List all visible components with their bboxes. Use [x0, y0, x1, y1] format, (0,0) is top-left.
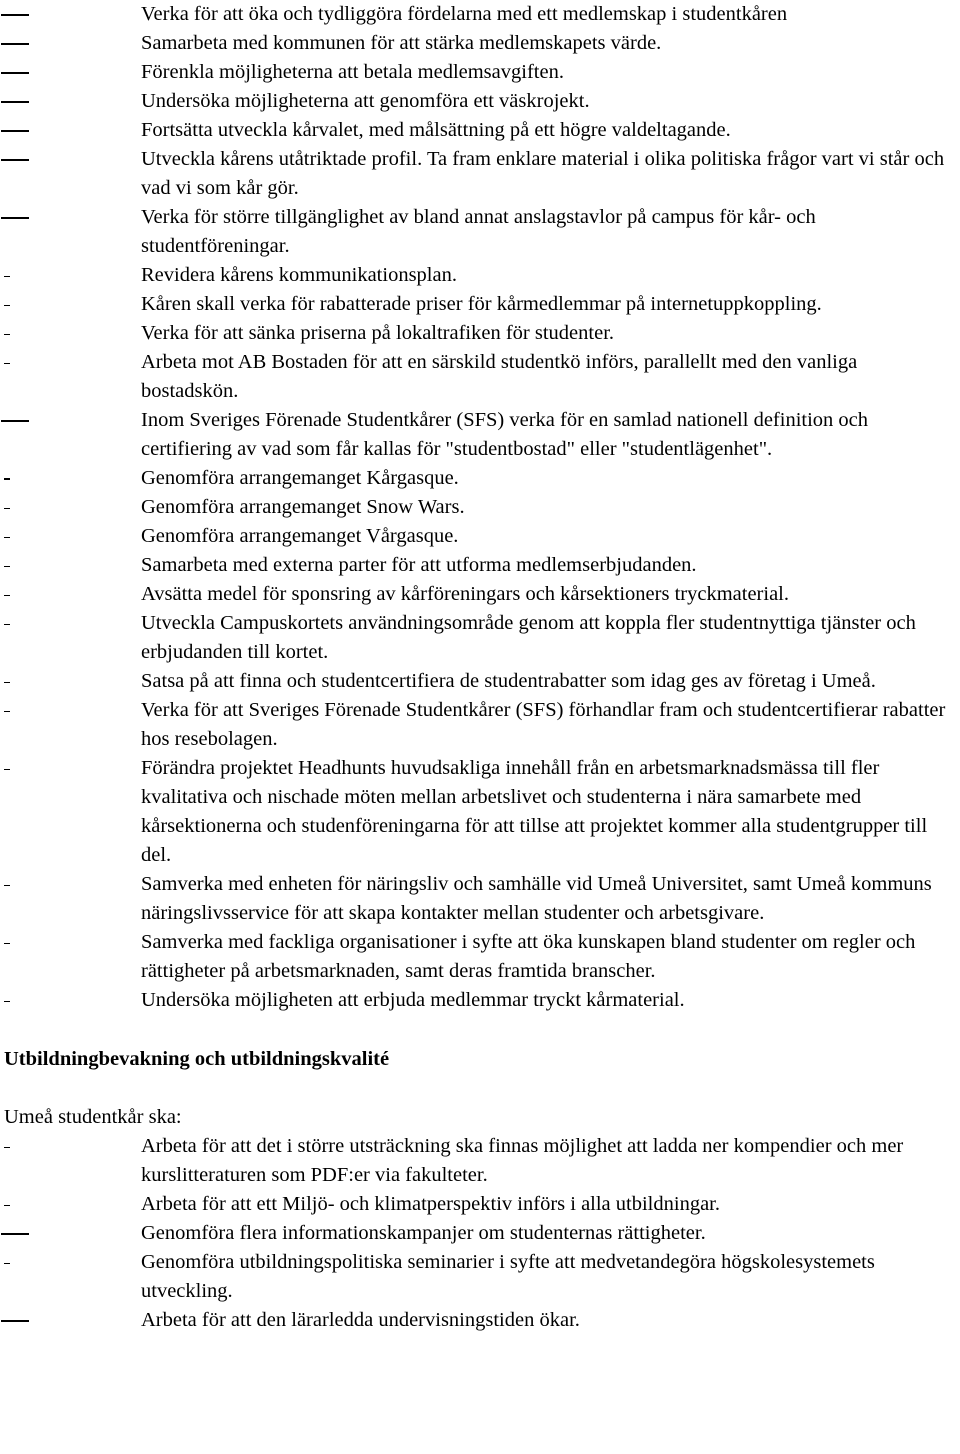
list-item: [0, 87, 960, 116]
list-item-text: Genomföra arrangemanget Kårgasque.: [141, 467, 459, 489]
list-item-text: Inom Sveriges Förenade Studentkårer (SFS) verka för en samlad nationell definition och certifiering av vad som får kallas för "studentbostad" eller "studentlägenhet".: [141, 409, 868, 460]
section-heading: Utbildningbevakning och utbildningskvalité: [4, 1048, 390, 1070]
list-item: [0, 145, 960, 203]
dash-bullet-icon: [0, 1219, 30, 1248]
list-item-text: Fortsätta utveckla kårvalet, med målsättning på ett högre valdeltagande.: [141, 119, 731, 141]
list-item-text: Undersöka möjligheterna att genomföra ett väskrojekt.: [141, 90, 590, 112]
hyphen-bullet-icon: [0, 754, 30, 783]
list-item: [0, 319, 960, 348]
list-item: [0, 464, 960, 493]
hyphen-bullet-icon: [0, 493, 30, 522]
list-item: [0, 1306, 960, 1335]
list-item: [0, 609, 960, 667]
list-item-text: Undersöka möjligheten att erbjuda medlemmar tryckt kårmaterial.: [141, 989, 685, 1011]
list-item-text: Verka för att Sveriges Förenade Studentkårer (SFS) förhandlar fram och studentcertifierar rabatter hos resebolagen.: [141, 699, 946, 750]
list-item: [0, 261, 960, 290]
hyphen-bullet-icon: [0, 290, 30, 319]
list-item-text: Verka för att sänka priserna på lokaltrafiken för studenter.: [141, 322, 615, 344]
list-item-text: Genomföra arrangemanget Snow Wars.: [141, 496, 465, 518]
list-item-text: Genomföra flera informationskampanjer om studenternas rättigheter.: [141, 1222, 706, 1244]
list-item: [0, 696, 960, 754]
list-item-text: Samverka med enheten för näringsliv och samhälle vid Umeå Universitet, samt Umeå kommuns näringslivsservice för att skapa kontakter mellan studenter och arbetsgivare.: [141, 873, 932, 924]
hyphen-bullet-icon: [0, 986, 30, 1015]
list-item-text: Satsa på att finna och studentcertifiera de studentrabatter som idag ges av företag i Umeå.: [141, 670, 876, 692]
list-item-text: Genomföra utbildningspolitiska seminarier i syfte att medvetandegöra högskolesystemets utveckling.: [141, 1251, 875, 1302]
dash-bullet-icon: [0, 145, 30, 174]
dash-bullet-icon: [0, 87, 30, 116]
list-item-text: Utveckla Campuskortets användningsområde genom att koppla fler studentnyttiga tjänster och erbjudanden till kortet.: [141, 612, 916, 663]
dash-bullet-icon: [0, 406, 30, 435]
hyphen-bullet-icon: [0, 1190, 30, 1219]
list-item: [0, 667, 960, 696]
dash-bullet-icon: [0, 203, 30, 232]
list-item-text: Utveckla kårens utåtriktade profil. Ta fram enklare material i olika politiska frågor vart vi står och vad vi som kår gör.: [141, 148, 945, 199]
dash-bullet-icon: [0, 116, 30, 145]
dash-bullet-icon: [0, 29, 30, 58]
hyphen-bullet-icon: [0, 522, 30, 551]
dash-bullet-icon: [0, 58, 30, 87]
hyphen-bullet-icon: [0, 609, 30, 638]
list-item: [0, 1190, 960, 1219]
dash-bullet-icon: [0, 1306, 30, 1335]
list-item: [0, 0, 960, 29]
list-item: [0, 290, 960, 319]
list-item-text: Samarbeta med externa parter för att utforma medlemserbjudanden.: [141, 554, 697, 576]
hyphen-bullet-icon: [0, 1132, 30, 1161]
list-item: [0, 348, 960, 406]
list-item: [0, 580, 960, 609]
list-item: [0, 928, 960, 986]
hyphen-bullet-icon: [0, 464, 30, 493]
hyphen-bullet-icon: [0, 696, 30, 725]
list-item-text: Samverka med fackliga organisationer i syfte att öka kunskapen bland studenter om regler och rättigheter på arbetsmarknaden, samt deras framtida branscher.: [141, 931, 916, 982]
list-item: [0, 203, 960, 261]
list-item: [0, 986, 960, 1015]
list-item: [0, 493, 960, 522]
bullet-list-bottom: [0, 1132, 960, 1335]
list-item: [0, 406, 960, 464]
list-item-text: Arbeta för att det i större utsträckning ska finnas möjlighet att ladda ner kompendier och mer kurslitteraturen som PDF:er via fakulteter.: [141, 1135, 904, 1186]
hyphen-bullet-icon: [0, 261, 30, 290]
list-item: [0, 754, 960, 870]
dash-bullet-icon: [0, 0, 30, 29]
list-item-text: Revidera kårens kommunikationsplan.: [141, 264, 457, 286]
list-item: [0, 1132, 960, 1190]
hyphen-bullet-icon: [0, 870, 30, 899]
hyphen-bullet-icon: [0, 1248, 30, 1277]
list-item: [0, 58, 960, 87]
list-item: [0, 116, 960, 145]
list-item: [0, 1219, 960, 1248]
list-item-text: Arbeta för att ett Miljö- och klimatperspektiv införs i alla utbildningar.: [141, 1193, 720, 1215]
list-item: [0, 29, 960, 58]
list-item-text: Arbeta för att den lärarledda undervisningstiden ökar.: [141, 1309, 580, 1331]
hyphen-bullet-icon: [0, 348, 30, 377]
section-intro: Umeå studentkår ska:: [4, 1106, 182, 1128]
list-item-text: Genomföra arrangemanget Vårgasque.: [141, 525, 459, 547]
hyphen-bullet-icon: [0, 667, 30, 696]
list-item-text: Verka för att öka och tydliggöra fördelarna med ett medlemskap i studentkåren: [141, 3, 788, 25]
list-item-text: Arbeta mot AB Bostaden för att en särskild studentkö införs, parallellt med den vanliga bostadskön.: [141, 351, 858, 402]
list-item-text: Kåren skall verka för rabatterade priser för kårmedlemmar på internetuppkoppling.: [141, 293, 822, 315]
hyphen-bullet-icon: [0, 551, 30, 580]
hyphen-bullet-icon: [0, 928, 30, 957]
list-item-text: Förändra projektet Headhunts huvudsakliga innehåll från en arbetsmarknadsmässa till fler kvalitativa och nischade möten mellan arbetslivet och studenterna i nära samarbete med kårsektionerna och studenföreningarna för att tillse att projektet kommer alla studentgrupper till del.: [141, 757, 928, 866]
list-item-text: Verka för större tillgänglighet av bland annat anslagstavlor på campus för kår- och studentföreningar.: [141, 206, 816, 257]
list-item: [0, 551, 960, 580]
list-item: [0, 870, 960, 928]
hyphen-bullet-icon: [0, 319, 30, 348]
list-item-text: Avsätta medel för sponsring av kårföreningars och kårsektioners tryckmaterial.: [141, 583, 789, 605]
list-item-text: Samarbeta med kommunen för att stärka medlemskapets värde.: [141, 32, 662, 54]
list-item: [0, 1248, 960, 1306]
list-item: [0, 522, 960, 551]
hyphen-bullet-icon: [0, 580, 30, 609]
list-item-text: Förenkla möjligheterna att betala medlemsavgiften.: [141, 61, 564, 83]
